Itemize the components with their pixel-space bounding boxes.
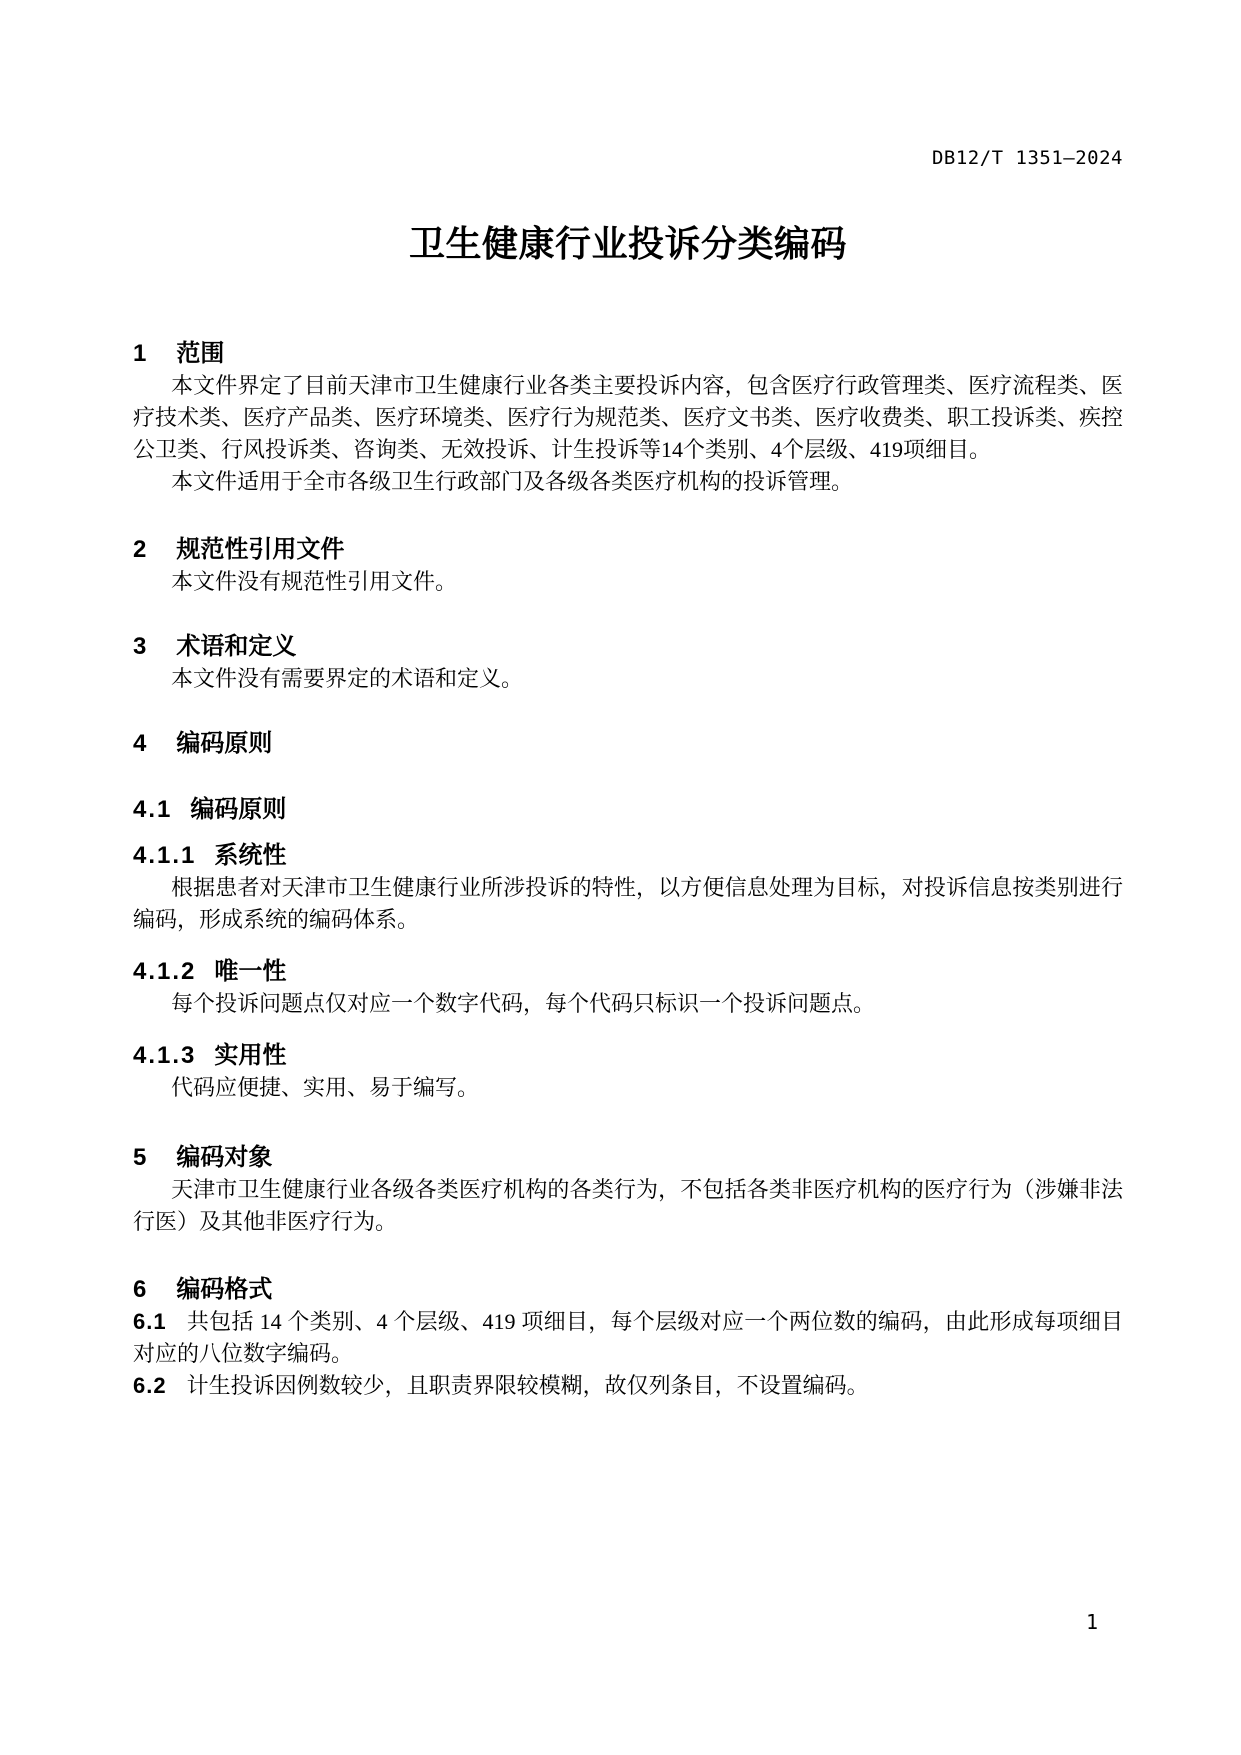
clause-6-2-number: 6.2 (133, 1373, 167, 1398)
section-6-number: 6 (133, 1276, 147, 1303)
section-2-paragraph-1: 本文件没有规范性引用文件。 (171, 569, 458, 594)
section-4-1-title: 编码原则 (190, 796, 287, 823)
section-3-number: 3 (133, 633, 147, 660)
section-2-title: 规范性引用文件 (176, 536, 345, 563)
section-5-paragraph-1: 天津市卫生健康行业各级各类医疗机构的各类行为，不包括各类非医疗机构的医疗行为（涉嫌非法行医）及其他非医疗行为。 (133, 1177, 1123, 1234)
section-3-paragraph-1: 本文件没有需要界定的术语和定义。 (171, 666, 524, 691)
section-4-1-1-paragraph-1: 根据患者对天津市卫生健康行业所涉投诉的特性，以方便信息处理为目标，对投诉信息按类别进行编码，形成系统的编码体系。 (133, 875, 1123, 932)
page-number: 1 (1085, 1610, 1098, 1634)
section-4-1-2-title: 唯一性 (214, 958, 287, 985)
section-5-number: 5 (133, 1144, 147, 1171)
section-4-1-2-paragraph-1: 每个投诉问题点仅对应一个数字代码，每个代码只标识一个投诉问题点。 (171, 991, 876, 1016)
section-1-paragraph-2: 本文件适用于全市各级卫生行政部门及各级各类医疗机构的投诉管理。 (171, 469, 854, 494)
section-4-1-2-number: 4.1.2 (133, 958, 197, 985)
document-header (133, 146, 1123, 172)
section-4-1-3-paragraph-1: 代码应便捷、实用、易于编写。 (171, 1075, 480, 1100)
section-5-title: 编码对象 (176, 1144, 273, 1171)
section-4-number: 4 (133, 730, 147, 757)
section-4-1-3-heading (133, 1040, 1123, 1072)
section-1-heading (133, 338, 1123, 370)
section-4-1-3-title: 实用性 (214, 1042, 287, 1069)
section-1-title: 范围 (176, 340, 225, 367)
section-2-heading (133, 534, 1123, 566)
clause-6-1 (133, 1306, 1123, 1370)
section-6-title: 编码格式 (176, 1276, 273, 1303)
clause-6-2 (133, 1370, 1123, 1402)
clause-6-2-text: 计生投诉因例数较少，且职责界限较模糊，故仅列条目，不设置编码。 (186, 1373, 869, 1398)
section-5-heading (133, 1142, 1123, 1174)
section-4-title: 编码原则 (176, 730, 273, 757)
page-content (133, 0, 1123, 1402)
section-3-title: 术语和定义 (176, 633, 297, 660)
section-4-1-heading (133, 794, 1123, 826)
standard-code: DB12/T 1351—2024 (931, 147, 1123, 169)
section-4-1-2-heading (133, 956, 1123, 988)
section-4-1-3-number: 4.1.3 (133, 1042, 197, 1069)
section-4-1-number: 4.1 (133, 796, 173, 823)
section-4-1-1-heading (133, 840, 1123, 872)
section-4-1-1-number: 4.1.1 (133, 842, 197, 869)
section-1-paragraph-1: 本文件界定了目前天津市卫生健康行业各类主要投诉内容，包含医疗行政管理类、医疗流程类、医疗技术类、医疗产品类、医疗环境类、医疗行为规范类、医疗文书类、医疗收费类、职工投诉类、疾控公卫类、行风投诉类、咨询类、无效投诉、计生投诉等14个类别、4个层级、419项细目。 (133, 373, 1124, 462)
section-1-number: 1 (133, 340, 147, 367)
section-2-number: 2 (133, 536, 147, 563)
clause-6-1-number: 6.1 (133, 1309, 167, 1334)
section-3-heading (133, 631, 1123, 663)
section-6-heading (133, 1274, 1123, 1306)
clause-6-1-text: 共包括 14 个类别、4 个层级、419 项细目，每个层级对应一个两位数的编码，由此形成每项细目对应的八位数字编码。 (133, 1309, 1123, 1366)
document-title: 卫生健康行业投诉分类编码 (408, 223, 847, 264)
section-4-1-1-title: 系统性 (214, 842, 287, 869)
section-4-heading (133, 728, 1123, 760)
